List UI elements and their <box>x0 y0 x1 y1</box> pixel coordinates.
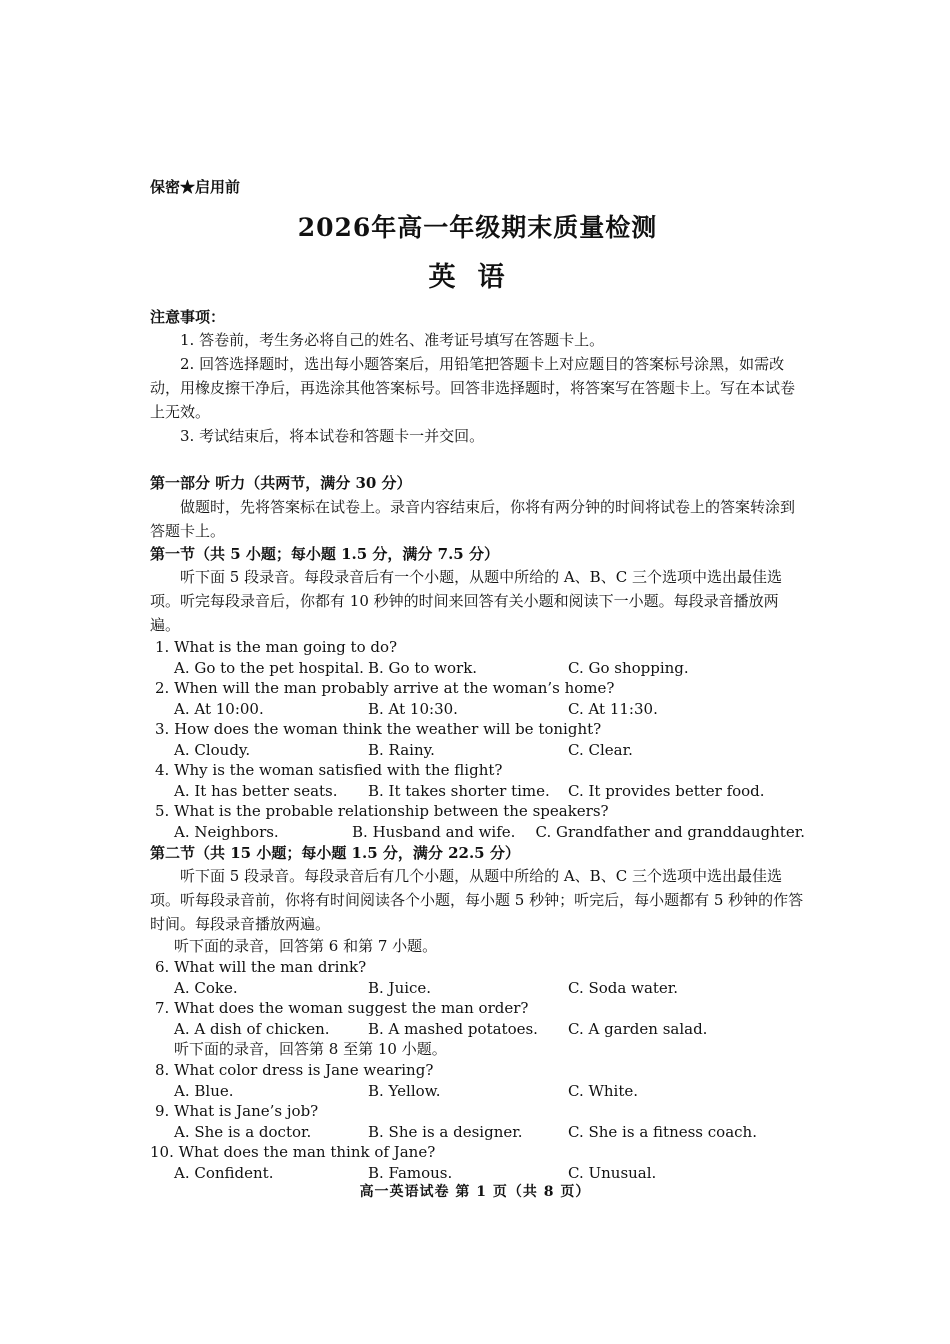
section2-instruction: 听下面 5 段录音。每段录音后有几个小题，从题中所给的 A、B、C 三个选项中选出最佳选项。听每段录音前，你将有时间阅读各个小题，每小题 5 秒钟；听完后，每小题都有 5 秒钟的作答时间。每段录音播放两遍。 <box>150 867 804 933</box>
option-a: A. Cloudy. <box>174 740 251 759</box>
option-a: A. A dish of chicken. <box>174 1019 330 1038</box>
option-c: C. White. <box>568 1081 639 1100</box>
option-c: C. It provides better food. <box>568 781 765 800</box>
option-b: B. Juice. <box>368 978 432 997</box>
question-stem: 10. What does the man think of Jane? <box>150 1143 436 1161</box>
option-c: C. At 11:30. <box>568 699 658 718</box>
question-stem: 1. What is the man going to do? <box>155 638 398 656</box>
question-stem: 3. How does the woman think the weather will be tonight? <box>155 720 602 738</box>
option-c: C. Grandfather and granddaughter. <box>535 822 805 841</box>
question-stem: 8. What color dress is Jane wearing? <box>155 1061 434 1079</box>
question-stem: 2. When will the man probably arrive at the woman’s home? <box>155 679 615 697</box>
option-a: A. Blue. <box>174 1081 234 1100</box>
option-a: A. Confident. <box>174 1163 274 1182</box>
exam-title: 2026年高一年级期末质量检测 <box>297 213 658 242</box>
part1-heading: 第一部分 听力（共两节，满分 30 分） <box>150 474 412 492</box>
question-10 <box>150 1142 805 1183</box>
option-c: C. A garden salad. <box>568 1019 708 1038</box>
option-b: B. At 10:30. <box>368 699 458 718</box>
option-c: C. Unusual. <box>568 1163 657 1182</box>
question-3 <box>150 719 805 760</box>
option-a: A. It has better seats. <box>174 781 338 800</box>
option-b: B. Husband and wife. <box>352 822 516 841</box>
notice-item-3: 3. 考试结束后，将本试卷和答题卡一并交回。 <box>180 427 485 445</box>
sub-instruction-1: 听下面的录音，回答第 6 和第 7 小题。 <box>174 937 438 955</box>
question-7 <box>150 998 805 1039</box>
option-b: B. Yellow. <box>368 1081 441 1100</box>
question-8 <box>150 1060 805 1101</box>
question-stem: 7. What does the woman suggest the man order? <box>155 999 529 1017</box>
notice-heading: 注意事项： <box>150 308 226 326</box>
notice-item-2: 2. 回答选择题时，选出每小题答案后，用铅笔把答题卡上对应题目的答案标号涂黑，如需改动，用橡皮擦干净后，再选涂其他答案标号。回答非选择题时，将答案写在答题卡上。写在本试卷上无效。 <box>150 355 796 421</box>
question-9 <box>150 1101 805 1142</box>
subject-title: 英语 <box>428 262 527 293</box>
section1-heading: 第一节（共 5 小题；每小题 1.5 分，满分 7.5 分） <box>150 545 499 563</box>
option-a: A. At 10:00. <box>174 699 264 718</box>
option-a: A. Coke. <box>174 978 238 997</box>
question-5 <box>150 801 805 842</box>
question-1 <box>150 637 805 678</box>
page-footer: 高一英语试卷 第 1 页（共 8 页） <box>359 1184 591 1200</box>
question-stem: 5. What is the probable relationship between the speakers? <box>155 802 609 820</box>
exam-page <box>150 176 805 1183</box>
question-2 <box>150 678 805 719</box>
option-c: C. Go shopping. <box>568 658 689 677</box>
question-stem: 6. What will the man drink? <box>155 958 367 976</box>
confidential-label: 保密★启用前 <box>150 178 241 196</box>
question-stem: 4. Why is the woman satisfied with the flight? <box>155 761 503 779</box>
option-b: B. Rainy. <box>368 740 435 759</box>
option-c: C. Soda water. <box>568 978 679 997</box>
section1-instruction: 听下面 5 段录音。每段录音后有一个小题，从题中所给的 A、B、C 三个选项中选出最佳选项。听完每段录音后，你都有 10 秒钟的时间来回答有关小题和阅读下一小题。每段录音播放两遍。 <box>150 568 782 634</box>
option-a: A. Go to the pet hospital. <box>174 658 364 677</box>
option-b: B. Go to work. <box>368 658 478 677</box>
option-c: C. Clear. <box>568 740 633 759</box>
notice-item-1: 1. 答卷前，考生务必将自己的姓名、准考证号填写在答题卡上。 <box>180 331 605 349</box>
sub-instruction-2: 听下面的录音，回答第 8 至第 10 小题。 <box>174 1040 447 1058</box>
question-6 <box>150 957 805 998</box>
option-b: B. Famous. <box>368 1163 453 1182</box>
question-stem: 9. What is Jane’s job? <box>155 1102 319 1120</box>
option-a: A. Neighbors. <box>174 822 279 841</box>
question-4 <box>150 760 805 801</box>
part1-instruction: 做题时，先将答案标在试卷上。录音内容结束后，你将有两分钟的时间将试卷上的答案转涂到答题卡上。 <box>150 498 796 540</box>
section2-heading: 第二节（共 15 小题；每小题 1.5 分，满分 22.5 分） <box>150 844 520 862</box>
option-b: B. She is a designer. <box>368 1122 523 1141</box>
option-a: A. She is a doctor. <box>174 1122 312 1141</box>
option-b: B. It takes shorter time. <box>368 781 550 800</box>
option-b: B. A mashed potatoes. <box>368 1019 538 1038</box>
option-c: C. She is a fitness coach. <box>568 1122 757 1141</box>
